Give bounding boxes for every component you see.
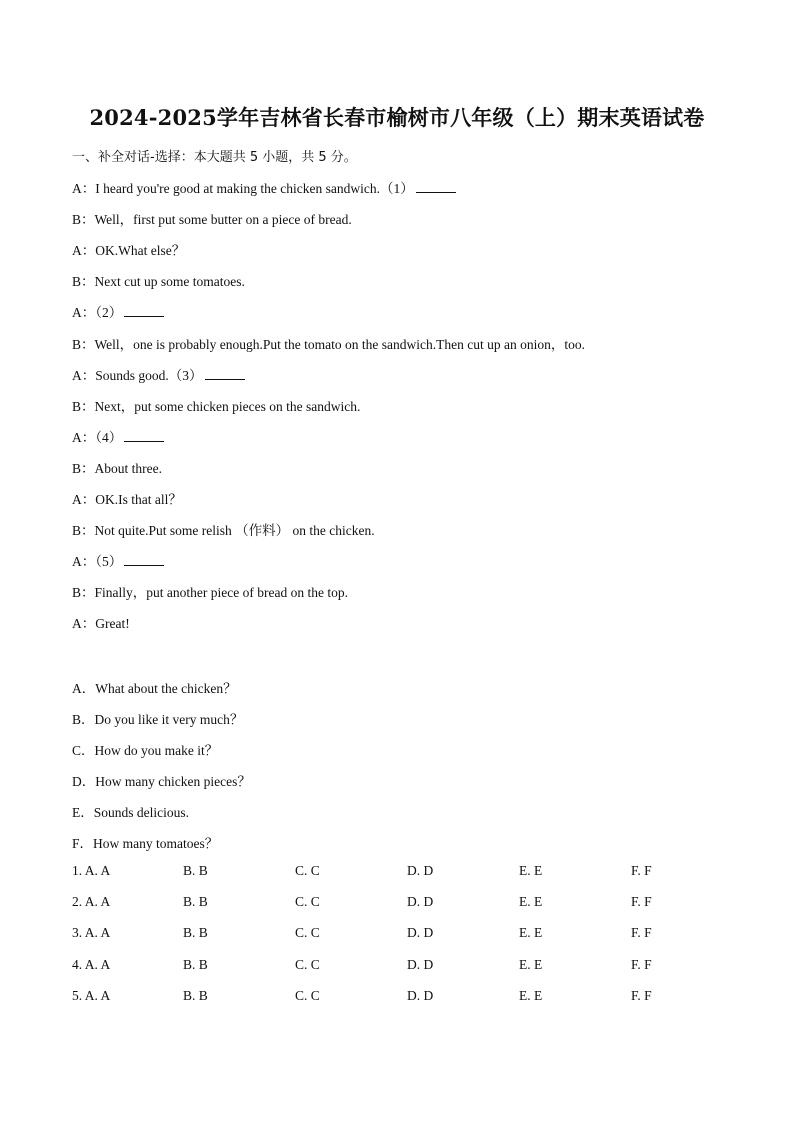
- speaker-label: A：: [72, 243, 96, 259]
- answer-option[interactable]: E. E: [519, 987, 543, 1003]
- answer-option[interactable]: D. D: [407, 925, 434, 941]
- dialogue-text: Not quite.Put some relish （作料） on the chicken.: [94, 523, 375, 539]
- answer-option[interactable]: D. D: [407, 894, 434, 910]
- dialogue-text: （5）: [95, 554, 123, 570]
- dialogue-text: Well，first put some butter on a piece of bread.: [94, 212, 352, 228]
- answer-row: [72, 957, 732, 975]
- dialogue-text: Sounds good.（3）: [95, 367, 203, 383]
- section-heading: 一、补全对话-选择：本大题共 5 小题，共 5 分。: [72, 150, 357, 165]
- dialogue-text: Finally，put another piece of bread on the top.: [94, 585, 348, 601]
- answer-option[interactable]: D. D: [407, 956, 434, 972]
- answer-option[interactable]: F. F: [631, 894, 652, 910]
- dialogue-text: Well，one is probably enough.Put the tomato on the sandwich.Then cut up an onion，too.: [94, 336, 585, 352]
- answer-option[interactable]: E. E: [519, 956, 543, 972]
- dialogue-line: [72, 488, 182, 508]
- answer-blank[interactable]: [416, 180, 456, 193]
- dialogue-line: [72, 239, 185, 259]
- choice-item: D．How many chicken pieces？: [72, 774, 251, 789]
- speaker-label: A：: [72, 305, 96, 321]
- speaker-label: B：: [72, 336, 95, 352]
- speaker-label: B：: [72, 212, 95, 228]
- answer-row: [72, 863, 732, 881]
- choice-item: A．What about the chicken？: [72, 681, 237, 696]
- speaker-label: B：: [72, 398, 95, 414]
- choice-item: C．How do you make it？: [72, 743, 219, 758]
- answer-option[interactable]: C. C: [295, 925, 320, 941]
- dialogue-line: [72, 612, 130, 632]
- answer-option[interactable]: B. B: [183, 894, 208, 910]
- answer-option[interactable]: F. F: [631, 925, 652, 941]
- answer-option[interactable]: F. F: [631, 956, 652, 972]
- dialogue-line: [72, 301, 164, 321]
- speaker-label: A：: [72, 492, 96, 507]
- answer-option[interactable]: B. B: [183, 987, 208, 1003]
- dialogue-text: Great!: [95, 616, 130, 632]
- dialogue-line: [72, 364, 245, 384]
- answer-blank[interactable]: [205, 367, 245, 380]
- answer-row: [72, 894, 732, 912]
- dialogue-text: Next，put some chicken pieces on the sandwich.: [94, 398, 361, 414]
- speaker-label: B：: [72, 523, 95, 539]
- answer-option[interactable]: C. C: [295, 894, 320, 910]
- dialogue-text: About three.: [94, 460, 162, 476]
- dialogue-text: （4）: [95, 429, 123, 445]
- answer-option[interactable]: D. D: [407, 987, 434, 1003]
- speaker-label: B：: [72, 274, 95, 290]
- dialogue-line: [72, 395, 360, 415]
- dialogue-text: （2）: [95, 305, 123, 321]
- answer-row: [72, 925, 732, 943]
- answer-row: [72, 988, 732, 1006]
- answer-option[interactable]: E. E: [519, 925, 543, 941]
- speaker-label: B：: [72, 585, 95, 601]
- answer-option[interactable]: C. C: [295, 987, 320, 1003]
- speaker-label: A：: [72, 367, 96, 383]
- answer-option[interactable]: E. E: [519, 894, 543, 910]
- dialogue-line: [72, 550, 164, 570]
- answer-blank[interactable]: [124, 304, 164, 317]
- page-title: 2024-2025学年吉林省长春市榆树市八年级（上）期末英语试卷: [89, 105, 705, 130]
- dialogue-line: [72, 333, 585, 353]
- answer-blank[interactable]: [124, 429, 164, 442]
- speaker-label: B：: [72, 460, 95, 476]
- answer-option[interactable]: F. F: [631, 863, 652, 878]
- choice-item: B．Do you like it very much？: [72, 712, 244, 727]
- answer-option[interactable]: B. B: [183, 863, 208, 878]
- answer-option[interactable]: 5. A. A: [72, 987, 111, 1003]
- answer-option[interactable]: 3. A. A: [72, 925, 111, 941]
- answer-blank[interactable]: [124, 553, 164, 566]
- dialogue-line: [72, 270, 245, 290]
- answer-option[interactable]: D. D: [407, 863, 434, 878]
- dialogue-text: OK.What else？: [95, 243, 186, 259]
- speaker-label: A：: [72, 181, 96, 196]
- dialogue-text: OK.Is that all？: [95, 492, 182, 507]
- answer-option[interactable]: C. C: [295, 863, 320, 878]
- dialogue-text: Next cut up some tomatoes.: [94, 274, 245, 290]
- dialogue-line: [72, 457, 162, 477]
- answer-option[interactable]: F. F: [631, 987, 652, 1003]
- dialogue-line: [72, 519, 375, 539]
- choice-item: E．Sounds delicious.: [72, 805, 189, 820]
- choice-item: F．How many tomatoes？: [72, 836, 219, 851]
- speaker-label: A：: [72, 616, 96, 632]
- answer-option[interactable]: 1. A. A: [72, 863, 111, 878]
- dialogue-line: [72, 208, 352, 228]
- answer-option[interactable]: E. E: [519, 863, 543, 878]
- speaker-label: A：: [72, 554, 96, 570]
- dialogue-line: [72, 581, 348, 601]
- answer-option[interactable]: 2. A. A: [72, 894, 111, 910]
- dialogue-line: [72, 426, 164, 446]
- dialogue-line: [72, 177, 456, 197]
- answer-option[interactable]: B. B: [183, 956, 208, 972]
- answer-option[interactable]: 4. A. A: [72, 956, 111, 972]
- answer-option[interactable]: B. B: [183, 925, 208, 941]
- speaker-label: A：: [72, 429, 96, 445]
- dialogue-text: I heard you're good at making the chicken sandwich.（1）: [95, 181, 414, 196]
- answer-option[interactable]: C. C: [295, 956, 320, 972]
